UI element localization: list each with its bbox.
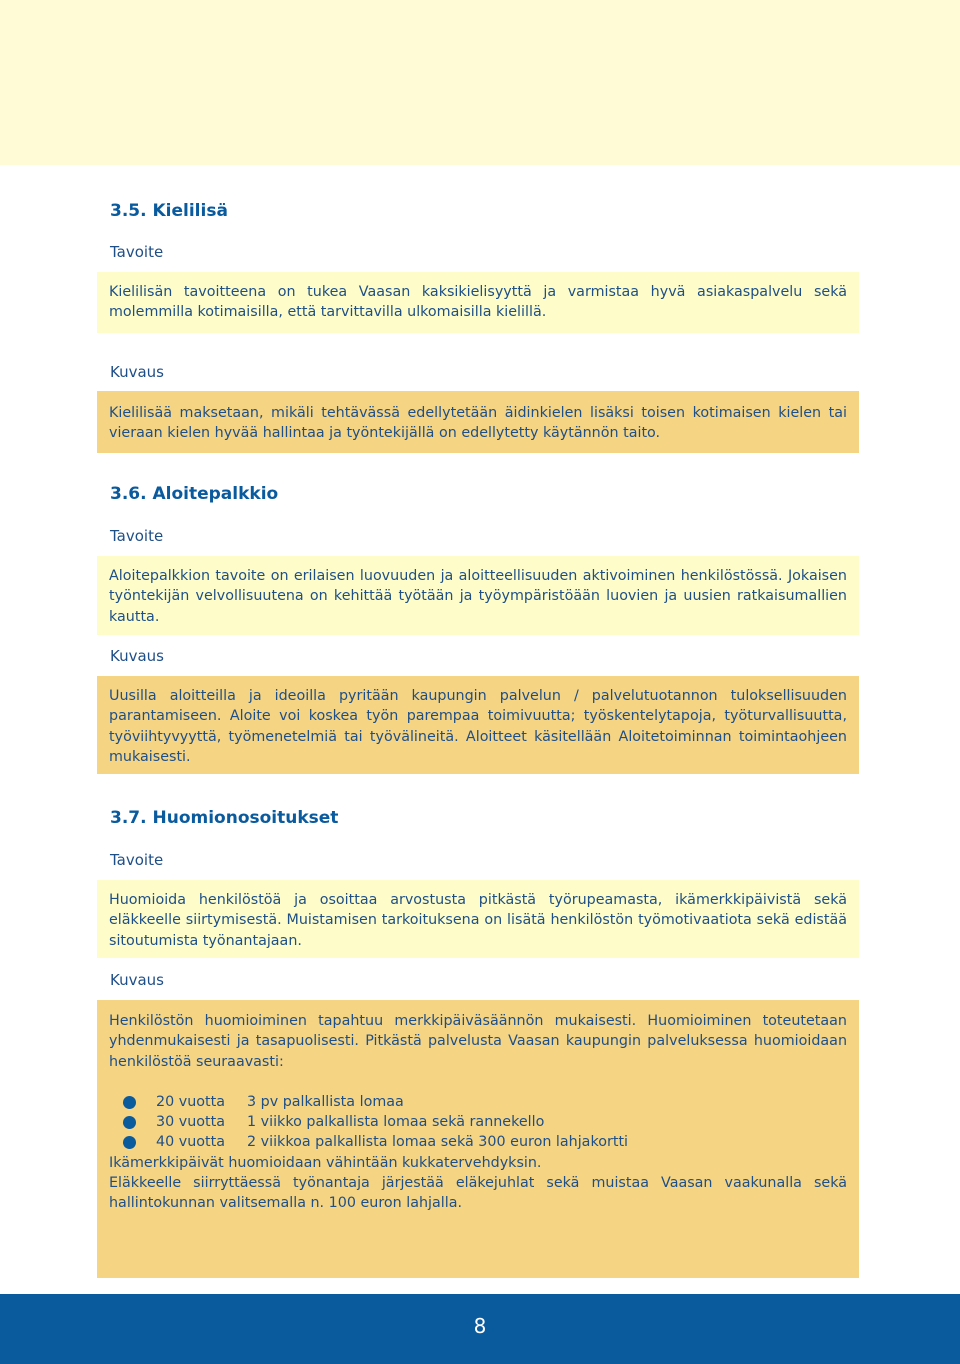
list-item — [109, 1092, 847, 1112]
description-intro: Henkilöstön huomioiminen tapahtuu merkkipäiväsäännön mukaisesti. Huomioiminen toteutetaan yhdenmukaisesti ja tasapuolisesti. Pitkästä palvelusta Vaasan kaupungin palveluksessa huomioidaan henkilöstöä seuraavasti: — [109, 1013, 847, 1070]
goal-box — [97, 272, 859, 333]
goal-text: Kielilisän tavoitteena on tukea Vaasan kaksikielisyyttä ja varmistaa hyvä asiakaspalvelu sekä molemmilla kotimaisilla, että tarvittavilla ulkomaisilla kielillä. — [109, 284, 847, 321]
goal-text: Aloitepalkkion tavoite on erilaisen luovuuden ja aloitteellisuuden aktivoiminen henkilöstössä. Jokaisen työntekijän velvollisuutena on kehittää työtään ja työympäristöään luovien ja uusien ratkaisumallien kautta. — [109, 568, 847, 625]
reward-list — [109, 1092, 847, 1153]
goal-box — [97, 880, 859, 958]
description-paragraph: Ikämerkkipäivät huomioidaan vähintään kukkatervehdyksin. — [109, 1154, 542, 1171]
page-footer — [0, 1294, 960, 1364]
goal-label: Tavoite — [110, 851, 164, 869]
section-title-kielilisa: 3.5. Kielilisä — [110, 201, 228, 221]
description-text: Uusilla aloitteilla ja ideoilla pyritään kaupungin palvelun / palvelutuotannon tuloksellisuuden parantamiseen. Aloite voi koskea työn parempaa toimivuutta; työskentelytapoja, työturvallisuutta, työviihtyvyyttä, työmenetelmiä tai työvälineitä. Aloitteet käsitellään Aloitetoiminnan toimintaohjeen mukaisesti. — [109, 688, 847, 765]
description-label: Kuvaus — [110, 363, 164, 381]
description-box — [97, 676, 859, 774]
goal-box — [97, 556, 859, 635]
list-item — [109, 1112, 847, 1132]
goal-text: Huomioida henkilöstöä ja osoittaa arvostusta pitkästä työrupeamasta, ikämerkkipäivistä sekä eläkkeelle siirtymisestä. Muistamisen tarkoituksena on lisätä henkilöstön työmotivaatiota sekä edistää sitoutumista työnantajaan. — [109, 892, 847, 949]
reward-text: 1 viikko palkallista lomaa sekä rannekello — [247, 1114, 545, 1131]
description-label: Kuvaus — [110, 971, 164, 989]
description-paragraph: Eläkkeelle siirryttäessä työnantaja järjestää eläkejuhlat sekä muistaa Vaasan vaakunalla sekä hallintokunnan valitsemalla n. 100 euron lahjalla. — [109, 1175, 847, 1212]
section-title-huomionosoitukset: 3.7. Huomionosoitukset — [110, 808, 339, 828]
description-label: Kuvaus — [110, 647, 164, 665]
reward-text: 2 viikkoa palkallista lomaa sekä 300 euron lahjakortti — [247, 1134, 629, 1151]
reward-text: 3 pv palkallista lomaa — [247, 1093, 404, 1110]
goal-label: Tavoite — [110, 527, 164, 545]
description-box — [97, 391, 859, 453]
description-box — [97, 1000, 859, 1278]
bullet-icon — [123, 1096, 136, 1109]
service-years: 40 vuotta — [156, 1134, 225, 1151]
goal-label: Tavoite — [110, 243, 164, 261]
service-years: 20 vuotta — [156, 1093, 225, 1110]
page-number: 8 — [473, 1314, 487, 1338]
top-band — [0, 0, 960, 165]
bullet-icon — [123, 1136, 136, 1149]
bullet-icon — [123, 1116, 136, 1129]
section-title-aloitepalkkio: 3.6. Aloitepalkkio — [110, 484, 279, 504]
list-item — [109, 1132, 847, 1152]
description-text: Kielilisää maksetaan, mikäli tehtävässä edellytetään äidinkielen lisäksi toisen kotimaisen kielen tai vieraan kielen hyvää hallintaa ja työntekijällä on edellytetty käytännön taito. — [109, 405, 847, 442]
service-years: 30 vuotta — [156, 1114, 225, 1131]
